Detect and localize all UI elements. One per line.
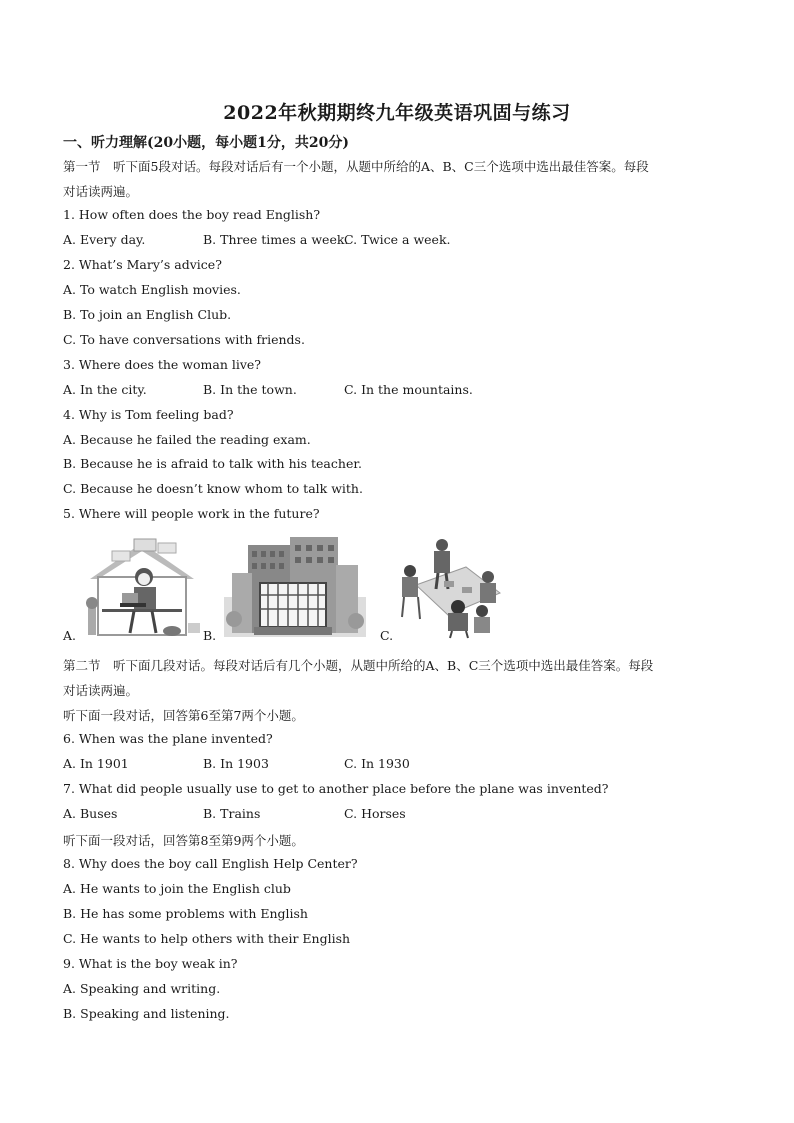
option-c: C. Twice a week. [344,232,451,247]
question-9-stem: 9. What is the boy weak in? [63,956,238,971]
option-a: A. Every day. [63,232,146,247]
section-heading-listening: 一、听力理解(20小题，每小题1分，共20分) [63,135,349,151]
option-c: C. Horses [344,806,406,821]
question-5-stem: 5. Where will people work in the future? [63,506,320,521]
option-a: A. Because he failed the reading exam. [63,432,311,447]
option-a: A. In the city. [63,382,147,397]
office-meeting-picture [396,537,506,639]
page-title: 2022年秋期期终九年级英语巩固与练习 [223,102,571,124]
part2-instructions-line1: 第二节 听下面几段对话。每段对话后有几个小题，从题中所给的A、B、C三个选项中选出最佳答案。每段 [63,658,654,673]
option-a: A. Buses [63,806,118,821]
part2-instructions-line2: 对话读两遍。 [63,683,139,698]
option-b: B. Three times a week. [203,232,349,247]
dialogue-group-2-instructions: 听下面一段对话，回答第8至第9两个小题。 [63,833,304,848]
option-b: B. Speaking and listening. [63,1006,230,1021]
picture-c-label: C. [380,628,394,643]
picture-a-label: A. [63,628,77,643]
option-c: C. Because he doesn’t know whom to talk with. [63,481,363,496]
option-a: A. To watch English movies. [63,282,241,297]
question-2-stem: 2. What’s Mary’s advice? [63,257,222,272]
option-a: A. Speaking and writing. [63,981,221,996]
question-8-stem: 8. Why does the boy call English Help Center? [63,856,358,871]
option-a: A. In 1901 [63,756,129,771]
option-a: A. He wants to join the English club [63,881,291,896]
question-1-stem: 1. How often does the boy read English? [63,207,321,222]
question-6-stem: 6. When was the plane invented? [63,731,273,746]
option-b: B. In 1903 [203,756,269,771]
option-b: B. He has some problems with English [63,906,308,921]
part1-instructions-line2: 对话读两遍。 [63,184,139,199]
option-c: C. In 1930 [344,756,410,771]
option-c: C. He wants to help others with their English [63,931,351,946]
option-b: B. To join an English Club. [63,307,232,322]
part1-instructions-line1: 第一节 听下面5段对话。每段对话后有一个小题，从题中所给的A、B、C三个选项中选出最佳答案。每段 [63,159,649,174]
option-b: B. Trains [203,806,261,821]
picture-b-label: B. [203,628,217,643]
dialogue-group-1-instructions: 听下面一段对话，回答第6至第7两个小题。 [63,708,304,723]
question-7-stem: 7. What did people usually use to get to another place before the plane was invented? [63,781,609,796]
option-c: C. In the mountains. [344,382,473,397]
option-b: B. In the town. [203,382,297,397]
option-b: B. Because he is afraid to talk with his teacher. [63,456,362,471]
option-c: C. To have conversations with friends. [63,332,305,347]
house-home-office-picture [82,537,202,639]
office-building-picture [220,537,370,639]
question-4-stem: 4. Why is Tom feeling bad? [63,407,234,422]
question-3-stem: 3. Where does the woman live? [63,357,262,372]
